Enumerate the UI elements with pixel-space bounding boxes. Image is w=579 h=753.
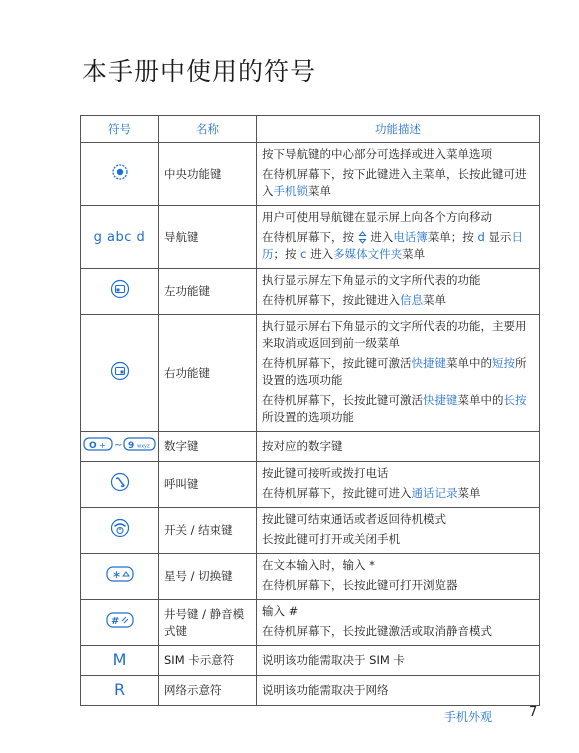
description-paragraph — [262, 623, 533, 640]
description-text: 按对应的数字键 — [262, 439, 343, 453]
name-cell: 中央功能键 — [159, 143, 257, 206]
description-paragraph — [262, 603, 533, 620]
description-text: 在待机屏幕下，按此键可进入 — [262, 486, 412, 500]
menu-name-highlight: 手机锁 — [273, 184, 308, 198]
name-cell: 井号键 / 静音模式键 — [159, 600, 257, 646]
menu-name-highlight: 多媒体文件夹 — [333, 247, 403, 261]
symbol-cell — [81, 676, 159, 706]
description-cell — [257, 462, 540, 508]
menu-name-highlight: 快捷键 — [411, 356, 446, 370]
description-text: 长按此键可打开或关闭手机 — [262, 532, 400, 546]
table-row — [81, 676, 540, 706]
header-description: 功能描述 — [257, 116, 540, 143]
description-text: 菜单 — [402, 247, 426, 261]
description-text: 菜单中的 — [446, 356, 492, 370]
table-row — [81, 432, 540, 462]
description-paragraph — [262, 272, 533, 289]
name-cell: 导航键 — [159, 206, 257, 269]
navigation-key-icon: g abc d — [93, 229, 146, 245]
end-power-key-icon — [110, 518, 130, 543]
description-text: 在文本输入时，输入 * — [262, 558, 375, 572]
description-text: 按下导航键的中心部分可选择或进入菜单选项 — [262, 147, 492, 161]
name-cell: 开关 / 结束键 — [159, 508, 257, 554]
table-body — [81, 143, 540, 706]
description-paragraph — [262, 557, 533, 574]
description-text: 按此键可结束通话或者返回待机模式 — [262, 512, 446, 526]
svg-text:wxyz: wxyz — [136, 443, 150, 450]
svg-text:#: # — [110, 616, 119, 627]
page-number: 7 — [529, 705, 538, 720]
symbol-cell — [81, 462, 159, 508]
symbol-cell — [81, 143, 159, 206]
center-select-key-icon — [111, 163, 129, 186]
description-paragraph — [262, 511, 533, 528]
symbol-cell — [81, 554, 159, 600]
table-row — [81, 269, 540, 315]
header-name: 名称 — [159, 116, 257, 143]
menu-name-highlight: 通话记录 — [411, 486, 458, 500]
left-soft-key-icon — [110, 279, 130, 304]
description-cell — [257, 554, 540, 600]
table-row — [81, 554, 540, 600]
svg-text:9: 9 — [127, 441, 134, 451]
description-text: 说明该功能需取决于 SIM 卡 — [262, 653, 405, 667]
symbol-cell — [81, 646, 159, 676]
table-row — [81, 206, 540, 269]
menu-name-highlight: 信息 — [400, 293, 423, 307]
name-cell: 星号 / 切换键 — [159, 554, 257, 600]
name-cell: 左功能键 — [159, 269, 257, 315]
call-key-icon — [110, 472, 130, 497]
table-row — [81, 600, 540, 646]
symbol-cell — [81, 432, 159, 462]
symbol-cell — [81, 600, 159, 646]
table-row — [81, 143, 540, 206]
description-text: 显示 — [484, 230, 512, 244]
description-text: 菜单 — [308, 184, 331, 198]
description-paragraph — [262, 438, 533, 455]
description-paragraph — [262, 209, 533, 226]
description-text: 所设置的选项功能 — [262, 356, 527, 387]
description-cell — [257, 508, 540, 554]
menu-name-highlight: 快捷键 — [423, 393, 458, 407]
description-paragraph — [262, 577, 533, 594]
description-text: 按此键可接听或拨打电话 — [262, 466, 389, 480]
description-cell — [257, 432, 540, 462]
description-paragraph — [262, 682, 533, 699]
table-row — [81, 508, 540, 554]
name-cell: 右功能键 — [159, 315, 257, 432]
description-paragraph — [262, 531, 533, 548]
description-text: 菜单 — [423, 293, 446, 307]
description-paragraph — [262, 485, 533, 502]
description-cell — [257, 600, 540, 646]
description-paragraph — [262, 166, 533, 200]
description-paragraph — [262, 292, 533, 309]
table-row — [81, 315, 540, 432]
footer-section-title: 手机外观 — [444, 710, 493, 724]
description-text: 所设置的选项功能 — [262, 410, 354, 424]
description-paragraph — [262, 355, 533, 389]
symbol-cell — [81, 315, 159, 432]
menu-name-highlight: 短按 — [492, 356, 515, 370]
description-text: 菜单 — [457, 486, 481, 500]
description-text: 用户可使用导航键在显示屏上向各个方向移动 — [262, 210, 492, 224]
header-symbol: 符号 — [81, 116, 159, 143]
description-paragraph — [262, 465, 533, 482]
name-cell: SIM 卡示意符 — [159, 646, 257, 676]
symbol-cell — [81, 206, 159, 269]
description-text: 菜单中的 — [457, 393, 504, 407]
table-row — [81, 646, 540, 676]
description-text: 在待机屏幕下，长按此键可打开浏览器 — [262, 578, 458, 592]
menu-name-highlight: 日历 — [262, 230, 523, 261]
description-text: 在待机屏幕下，按此键进入 — [262, 293, 400, 307]
description-text: 在待机屏幕下，长按此键可激活 — [262, 393, 423, 407]
hash-key-icon — [106, 612, 134, 633]
description-cell — [257, 676, 540, 706]
description-paragraph — [262, 652, 533, 669]
description-text: 进入 — [306, 247, 334, 261]
description-text: 说明该功能需取决于网络 — [262, 683, 389, 697]
description-cell — [257, 206, 540, 269]
star-key-icon — [106, 566, 134, 587]
name-cell: 呼叫键 — [159, 462, 257, 508]
description-cell — [257, 646, 540, 676]
description-paragraph — [262, 318, 533, 352]
svg-text:~: ~ — [113, 440, 122, 451]
table-header-row — [81, 116, 540, 143]
right-soft-key-icon — [110, 361, 130, 386]
description-cell — [257, 143, 540, 206]
page-title: 本手册中使用的符号 — [82, 57, 317, 86]
description-text: ；按 — [273, 247, 301, 261]
description-paragraph — [262, 229, 533, 263]
name-cell: 数字键 — [159, 432, 257, 462]
menu-name-highlight: d — [477, 230, 485, 244]
number-keys-icon — [83, 436, 157, 457]
symbol-cell — [81, 508, 159, 554]
description-cell — [257, 315, 540, 432]
description-paragraph — [262, 146, 533, 163]
menu-name-highlight: 电话簿 — [393, 230, 428, 244]
description-text: 在待机屏幕下，按此键可激活 — [262, 356, 412, 370]
sim-dependent-icon: M — [112, 650, 127, 669]
svg-text:O: O — [88, 441, 97, 451]
symbol-cell — [81, 269, 159, 315]
description-text: 执行显示屏右下角显示的文字所代表的功能，主要用来取消或返回到前一级菜单 — [262, 319, 527, 350]
menu-name-highlight: 长按 — [503, 393, 527, 407]
network-dependent-icon: R — [113, 680, 126, 699]
svg-text:∗: ∗ — [111, 568, 121, 581]
description-text: 在待机屏幕下，按 — [262, 230, 358, 244]
name-cell: 网络示意符 — [159, 676, 257, 706]
description-text: 在待机屏幕下，长按此键激活或取消静音模式 — [262, 624, 492, 638]
nav-up-down-icon — [358, 231, 367, 244]
description-text: 输入 # — [262, 604, 299, 618]
symbols-table — [80, 115, 540, 706]
description-cell — [257, 269, 540, 315]
description-text: 菜单；按 — [427, 230, 478, 244]
svg-text:+: + — [98, 441, 106, 450]
menu-name-highlight: c — [300, 247, 307, 261]
description-text: 在待机屏幕下，按下此键进入主菜单，长按此键可进入 — [262, 167, 527, 198]
table-row — [81, 462, 540, 508]
description-paragraph — [262, 392, 533, 426]
description-text: 执行显示屏左下角显示的文字所代表的功能 — [262, 273, 481, 287]
description-text: 进入 — [366, 230, 394, 244]
